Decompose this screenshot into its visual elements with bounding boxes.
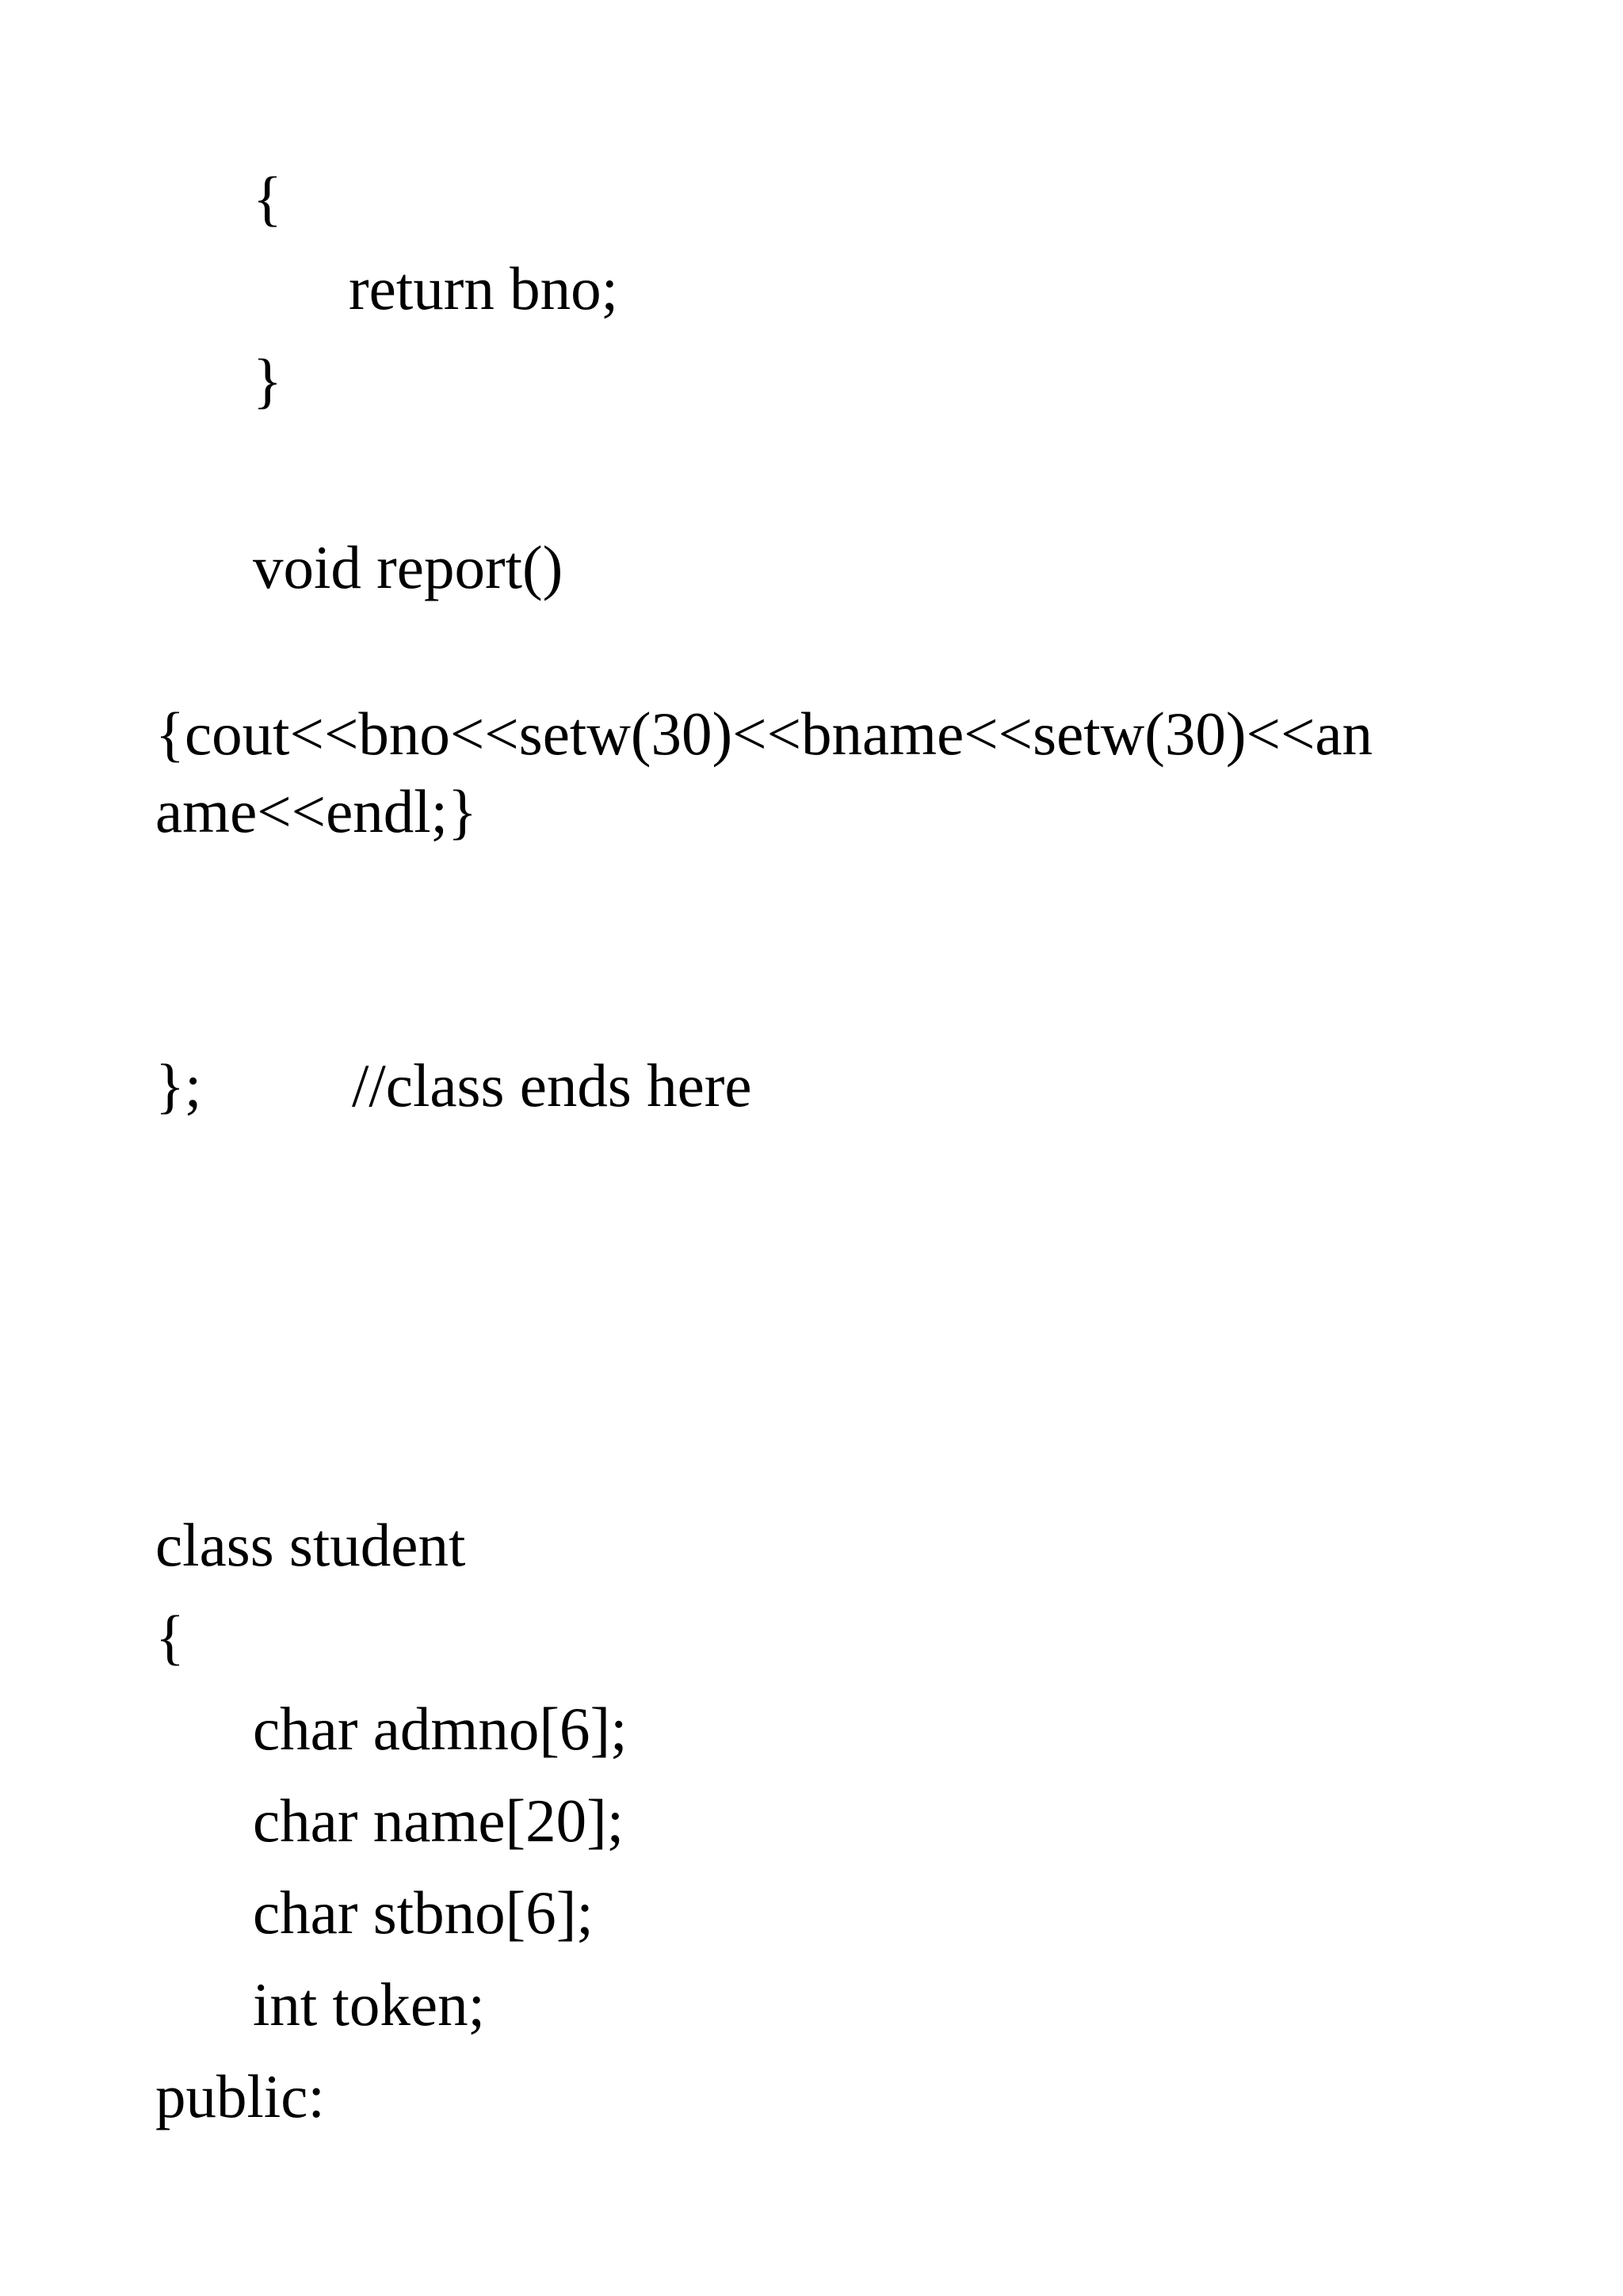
code-line-class-open-brace: { bbox=[155, 1603, 185, 1671]
code-line-name: char name[20]; bbox=[253, 1787, 624, 1855]
code-line-class-end: }; bbox=[155, 1051, 202, 1119]
code-line-admno: char admno[6]; bbox=[253, 1695, 628, 1763]
code-comment-class-ends: //class ends here bbox=[352, 1051, 752, 1119]
code-line-cout-continuation: ame<<endl;} bbox=[155, 777, 478, 845]
code-line-stbno: char stbno[6]; bbox=[253, 1878, 594, 1947]
code-line-close-brace: } bbox=[253, 346, 282, 414]
code-line-cout-statement: {cout<<bno<<setw(30)<<bname<<setw(30)<<an bbox=[155, 700, 1373, 768]
code-line-open-brace: { bbox=[253, 164, 282, 232]
code-line-void-report: void report() bbox=[253, 533, 563, 601]
code-line-token: int token; bbox=[253, 1970, 485, 2039]
code-line-return-bno: return bno; bbox=[349, 254, 618, 322]
code-line-class-student: class student bbox=[155, 1511, 466, 1579]
code-line-public: public: bbox=[155, 2062, 325, 2130]
